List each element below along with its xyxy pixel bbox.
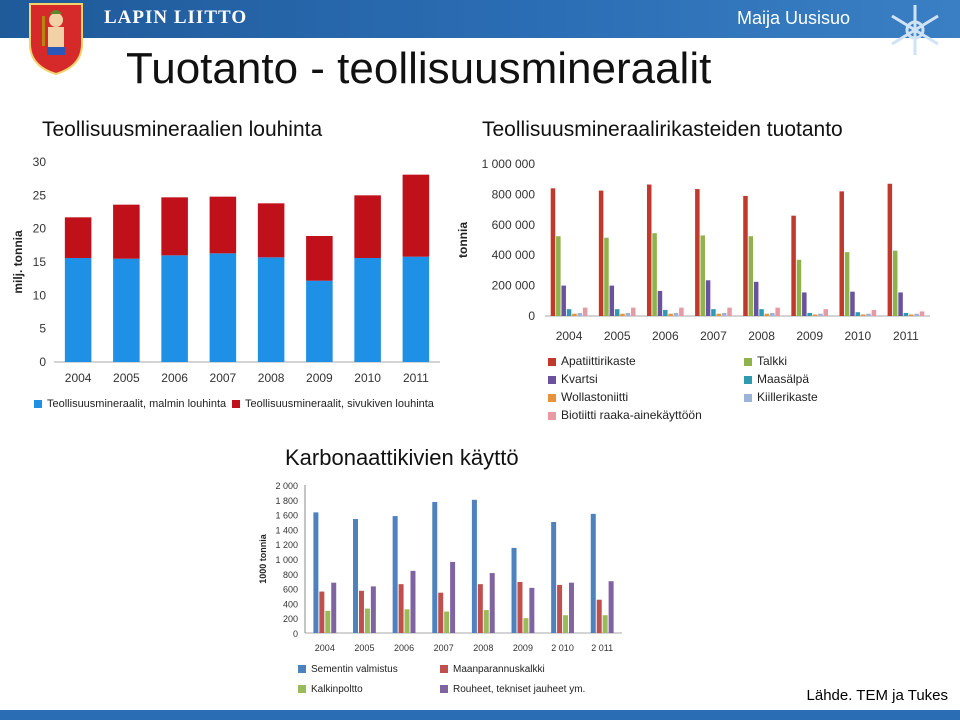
bar <box>615 309 620 316</box>
bar <box>759 309 764 316</box>
footer-bar <box>0 710 960 720</box>
bar <box>749 236 754 316</box>
legend-label: Kiillerikaste <box>757 390 818 404</box>
y-axis-label: tonnia <box>456 222 470 258</box>
legend-swatch <box>298 685 306 693</box>
legend-swatch <box>744 394 752 402</box>
legend-item <box>34 398 226 410</box>
bar <box>631 308 636 316</box>
y-axis-label: milj. tonnia <box>11 230 25 294</box>
page-title: Tuotanto - teollisuusmineraalit <box>126 44 712 93</box>
x-tick-label: 2006 <box>394 643 415 653</box>
bar <box>711 309 716 316</box>
coat-of-arms-logo <box>26 0 86 76</box>
bar <box>807 313 812 316</box>
bar <box>791 216 796 316</box>
legend-label: Kvartsi <box>561 372 598 386</box>
bar <box>898 292 903 316</box>
bar <box>410 571 415 633</box>
bar <box>663 310 668 316</box>
x-tick-label: 2008 <box>748 329 775 343</box>
y-tick-label: 400 <box>282 599 298 610</box>
legend-label: Maanparannuskalkki <box>453 664 545 675</box>
bar <box>893 251 898 316</box>
y-tick-label: 10 <box>32 288 46 303</box>
bar <box>354 258 381 362</box>
y-tick-label: 600 000 <box>491 217 535 232</box>
chart1-title: Teollisuusmineraalien louhinta <box>42 118 323 141</box>
legend-label: Kalkinpoltto <box>311 684 363 695</box>
bar <box>403 175 430 257</box>
bar <box>65 258 92 362</box>
bar <box>591 514 596 633</box>
legend-item <box>548 354 636 368</box>
y-axis-label: 1000 tonnia <box>258 534 268 584</box>
bar <box>569 583 574 633</box>
bar <box>604 238 609 316</box>
bar <box>438 593 443 633</box>
y-tick-label: 1 600 <box>275 510 298 521</box>
x-tick-label: 2011 <box>402 371 429 385</box>
y-tick-label: 25 <box>32 188 46 203</box>
author-name: Maija Uusisuo <box>736 8 850 28</box>
bar <box>331 583 336 633</box>
y-tick-label: 1 400 <box>275 525 298 536</box>
bar <box>403 257 430 362</box>
bar <box>706 280 711 316</box>
chart2-title: Teollisuusmineraalirikasteiden tuotanto <box>482 118 843 141</box>
legend-swatch <box>298 665 306 673</box>
y-tick-label: 1 000 <box>275 555 298 565</box>
bar <box>845 252 850 316</box>
legend-swatch <box>232 400 240 408</box>
bar <box>861 314 866 316</box>
bar <box>353 519 358 633</box>
bar <box>610 286 615 316</box>
bar <box>668 314 673 316</box>
legend-item <box>232 398 434 410</box>
bar <box>674 313 679 316</box>
bar <box>399 584 404 633</box>
x-tick-label: 2007 <box>209 371 237 385</box>
y-tick-label: 800 <box>282 569 298 580</box>
brand-name: LAPIN LIITTO <box>104 7 248 28</box>
bar <box>529 588 534 633</box>
x-tick-label: 2006 <box>161 371 188 385</box>
x-tick-label: 2008 <box>473 643 494 653</box>
y-tick-label: 800 000 <box>491 187 535 202</box>
snowflake-decoration-icon <box>870 0 960 60</box>
x-tick-label: 2009 <box>306 371 333 385</box>
bar <box>161 255 188 362</box>
bar <box>523 618 528 633</box>
legend-label: Teollisuusmineraalit, sivukiven louhinta <box>245 398 434 410</box>
y-tick-label: 0 <box>528 309 535 323</box>
bar <box>652 233 657 316</box>
x-tick-label: 2007 <box>433 643 454 653</box>
chart-concentrates <box>455 150 960 350</box>
y-tick-label: 2 000 <box>275 481 298 491</box>
bar <box>802 292 807 316</box>
legend-swatch <box>548 394 556 402</box>
legend-label: Teollisuusmineraalit, malmin louhinta <box>47 398 227 410</box>
bar <box>472 500 477 633</box>
legend-label: Biotiitti raaka-ainekäyttöön <box>561 408 702 422</box>
bar <box>258 257 285 362</box>
bar <box>658 291 663 316</box>
legend-swatch <box>548 358 556 366</box>
bar <box>567 309 572 316</box>
y-tick-label: 30 <box>32 155 46 169</box>
bar <box>700 235 705 316</box>
x-tick-label: 2005 <box>603 329 631 343</box>
bar <box>113 259 140 362</box>
bar <box>626 313 631 316</box>
x-tick-label: 2004 <box>314 643 335 653</box>
bar <box>258 203 285 257</box>
bar <box>393 516 398 633</box>
x-tick-label: 2011 <box>893 329 919 343</box>
bar <box>354 195 381 258</box>
y-tick-label: 20 <box>32 221 46 236</box>
y-tick-label: 0 <box>292 629 298 639</box>
bar <box>609 581 614 633</box>
x-tick-label: 2004 <box>555 329 583 343</box>
y-tick-label: 15 <box>32 255 46 269</box>
bar <box>765 314 770 316</box>
bar <box>813 314 818 316</box>
bar <box>909 314 914 316</box>
bar <box>904 313 909 316</box>
y-tick-label: 1 200 <box>275 540 298 551</box>
bar <box>572 314 577 316</box>
bar <box>325 611 330 633</box>
bar <box>839 191 844 316</box>
bar <box>722 313 727 316</box>
legend-swatch <box>440 685 448 693</box>
legend-swatch <box>34 400 42 408</box>
legend-swatch <box>744 358 752 366</box>
bar <box>872 310 877 316</box>
bar <box>557 585 562 633</box>
bar <box>313 512 318 633</box>
legend-swatch <box>440 665 448 673</box>
legend-label: Sementin valmistus <box>311 664 398 675</box>
x-tick-label: 2007 <box>700 329 727 343</box>
bar <box>818 314 823 316</box>
legend-label: Talkki <box>757 354 788 368</box>
bar <box>444 612 449 633</box>
legend-item <box>298 684 363 695</box>
bar <box>556 236 561 316</box>
bar <box>563 615 568 633</box>
legend-swatch <box>744 376 752 384</box>
legend-item <box>548 408 702 422</box>
bar <box>113 205 140 259</box>
bar <box>210 197 237 254</box>
x-tick-label: 2009 <box>796 329 824 343</box>
bar <box>484 610 489 633</box>
legend-label: Maasälpä <box>757 372 810 386</box>
legend-item <box>744 354 787 368</box>
chart3-title: Karbonaattikivien käyttö <box>285 445 519 470</box>
y-tick-label: 200 <box>282 614 298 625</box>
bar <box>866 314 871 316</box>
bar <box>824 309 829 316</box>
bar <box>920 311 925 316</box>
legend-item <box>548 372 598 386</box>
y-tick-label: 5 <box>39 321 46 336</box>
x-tick-label: 2009 <box>512 643 533 653</box>
x-tick-label: 2 011 <box>591 643 614 653</box>
legend-label: Apatiittirikaste <box>561 354 636 368</box>
x-tick-label: 2005 <box>354 643 375 653</box>
x-tick-label: 2010 <box>354 371 381 385</box>
bar <box>517 582 522 633</box>
legend-item <box>548 390 628 404</box>
bar <box>405 609 410 633</box>
chart2-legend <box>548 354 928 426</box>
bar <box>432 502 437 633</box>
x-tick-label: 2010 <box>844 329 872 343</box>
bar <box>647 185 652 316</box>
bar <box>365 609 370 633</box>
bar <box>743 196 748 316</box>
chart-mining <box>0 150 460 430</box>
bar <box>578 313 583 316</box>
bar <box>450 562 455 633</box>
bar <box>620 314 625 316</box>
y-tick-label: 200 000 <box>491 278 535 293</box>
x-tick-label: 2004 <box>64 371 92 385</box>
legend-label: Rouheet, tekniset jauheet ym. <box>453 684 586 695</box>
legend-item <box>440 684 585 695</box>
y-tick-label: 400 000 <box>491 248 535 263</box>
y-tick-label: 1 000 000 <box>481 157 535 171</box>
bar <box>856 312 861 316</box>
bar <box>65 217 92 258</box>
legend-item <box>298 664 398 675</box>
bar <box>603 615 608 633</box>
legend-item <box>440 664 545 675</box>
bar <box>306 236 333 281</box>
chart1-legend <box>34 398 454 414</box>
legend-item <box>744 390 818 404</box>
x-tick-label: 2006 <box>651 329 679 343</box>
legend-swatch <box>548 412 556 420</box>
bar <box>561 286 566 316</box>
y-tick-label: 1 800 <box>275 495 298 506</box>
bar <box>914 314 919 316</box>
bar <box>727 308 732 316</box>
bar <box>551 188 556 316</box>
bar <box>770 313 775 316</box>
chart-carbonates <box>250 475 630 660</box>
bar <box>797 260 802 316</box>
bar <box>359 591 364 633</box>
chart3-legend <box>298 664 638 700</box>
bar <box>695 189 700 316</box>
bar <box>717 314 722 316</box>
bar <box>478 584 483 633</box>
legend-label: Wollastoniitti <box>561 390 629 404</box>
y-tick-label: 0 <box>39 355 46 369</box>
bar <box>775 308 780 316</box>
bar <box>306 281 333 362</box>
legend-item <box>744 372 809 386</box>
source-note: Lähde. TEM ja Tukes <box>806 687 948 704</box>
bar <box>161 197 188 255</box>
bar <box>490 573 495 633</box>
legend-swatch <box>548 376 556 384</box>
bar <box>850 292 855 316</box>
bar <box>679 308 684 316</box>
bar <box>371 586 376 633</box>
x-tick-label: 2008 <box>257 371 285 385</box>
x-tick-label: 2005 <box>113 371 140 385</box>
bar <box>888 184 893 316</box>
bar <box>597 600 602 633</box>
bar <box>754 282 759 316</box>
bar <box>512 548 517 633</box>
bar <box>583 308 588 316</box>
y-tick-label: 600 <box>282 584 298 595</box>
bar <box>210 253 237 362</box>
bar <box>551 522 556 633</box>
bar <box>599 191 604 316</box>
bar <box>319 592 324 633</box>
x-tick-label: 2 010 <box>551 643 574 653</box>
